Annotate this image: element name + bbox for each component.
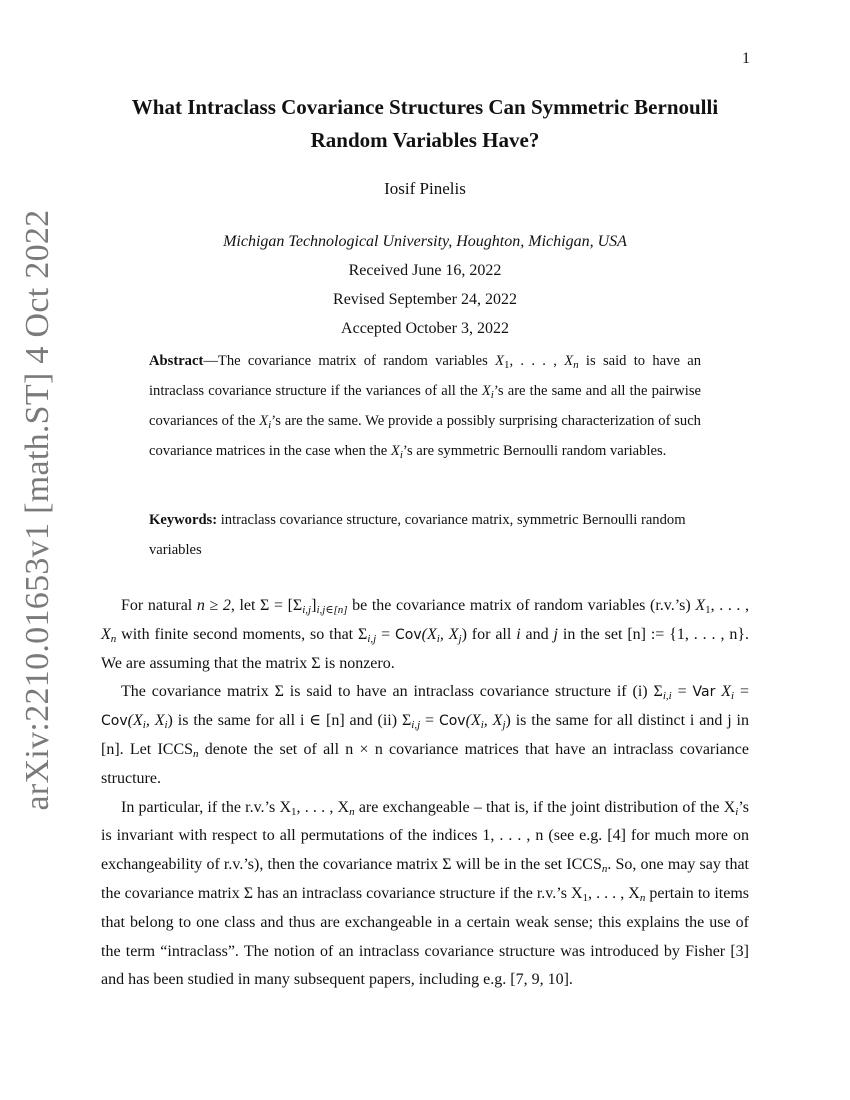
paragraph-2: The covariance matrix Σ is said to have an intraclass covariance structure if (i) $\Sigma_{i,i}$ = Var $X_i = Cov(X_i$, $X_i$) is the same for all i ∈ [n] and (ii) $\Sigma_{i,j} = Cov(X_i$, $X_j$) is the same for all distinct i and j in [n]. Let $ICCS_n$ denote the set of all n × n covariance matrices that have an intraclass covariance structure.	[101, 683, 750, 787]
math-sub: i	[399, 449, 403, 461]
abstract	[149, 346, 701, 466]
body-text	[101, 592, 749, 995]
math-sub: i	[490, 389, 494, 401]
accepted-date: Accepted October 3, 2022	[341, 320, 509, 337]
abstract-text: is said to have an intraclass covariance structure if the variances of all the	[149, 353, 702, 399]
abstract-text: ’s are symmetric Bernoulli random variables.	[402, 443, 667, 459]
received-date: Received June 16, 2022	[348, 262, 502, 279]
paper-meta	[100, 227, 750, 343]
affiliation: Michigan Technological University, Houghton, Michigan, USA	[223, 233, 627, 250]
abstract-text: ’s are the same. We provide a possibly surprising characterization of such covariance matrices in the case when the	[149, 413, 701, 459]
abstract-label: Abstract	[149, 353, 204, 369]
paper-title	[100, 91, 750, 157]
abstract-text: , . . . ,	[509, 353, 565, 369]
abstract-text: —The covariance matrix of random variables	[203, 353, 496, 369]
math: X	[390, 443, 400, 459]
math: X	[481, 383, 491, 399]
math: X	[259, 413, 269, 429]
abstract-text: ’s are the same and all the pairwise covariances of the	[149, 383, 702, 429]
keywords	[149, 505, 701, 565]
title-line-1: What Intraclass Covariance Structures Can Symmetric Bernoulli	[131, 95, 719, 119]
keywords-label: Keywords:	[149, 512, 218, 528]
math-sub: i	[268, 419, 272, 431]
revised-date: Revised September 24, 2022	[333, 291, 517, 308]
paragraph-1: For natural n ≥ 2, let $\Sigma = [\Sigma_{i,j}]_{i,j\in[n]}$ be the covariance matrix of random variables (r.v.’s) $X_1$, . . . , $X_n$ with finite second moments, so that $\Sigma_{i,j} = Cov(X_i$, $X_j$) for all i and j in the set [n] := {1, . . . , n}. We are assuming that the matrix Σ is nonzero.	[101, 597, 750, 672]
page-number: 1	[742, 50, 750, 67]
author: Iosif Pinelis	[384, 179, 466, 198]
math-sub: n	[573, 359, 579, 371]
keywords-text: intraclass covariance structure, covariance matrix, symmetric Bernoulli random variables	[149, 512, 686, 558]
paragraph-3: In particular, if the r.v.’s $X_1$, . . . , $X_n$ are exchangeable – that is, if the joint distribution of the $X_i’s$ is invariant with respect to all permutations of the indices 1, . . . , n (see e.g. [4] for much more on exchangeability of r.v.’s), then the covariance matrix Σ will be in the set $ICCS_n$. So, one may say that the covariance matrix Σ has an intraclass covariance structure if the r.v.’s $X_1$, . . . , $X_n$ pertain to items that belong to one class and thus are exchangeable in a certain weak sense; this explains the use of the term “intraclass”. The notion of an intraclass covariance structure was introduced by Fisher [3] and has been studied in many subsequent papers, including e.g. [7, 9, 10].	[101, 798, 749, 989]
math-sub: 1	[503, 359, 510, 371]
math: X	[564, 353, 574, 369]
title-line-2: Random Variables Have?	[310, 128, 540, 152]
arxiv-stamp: arXiv:2210.01653v1 [math.ST] 4 Oct 2022	[19, 209, 56, 811]
math: X	[495, 353, 504, 369]
